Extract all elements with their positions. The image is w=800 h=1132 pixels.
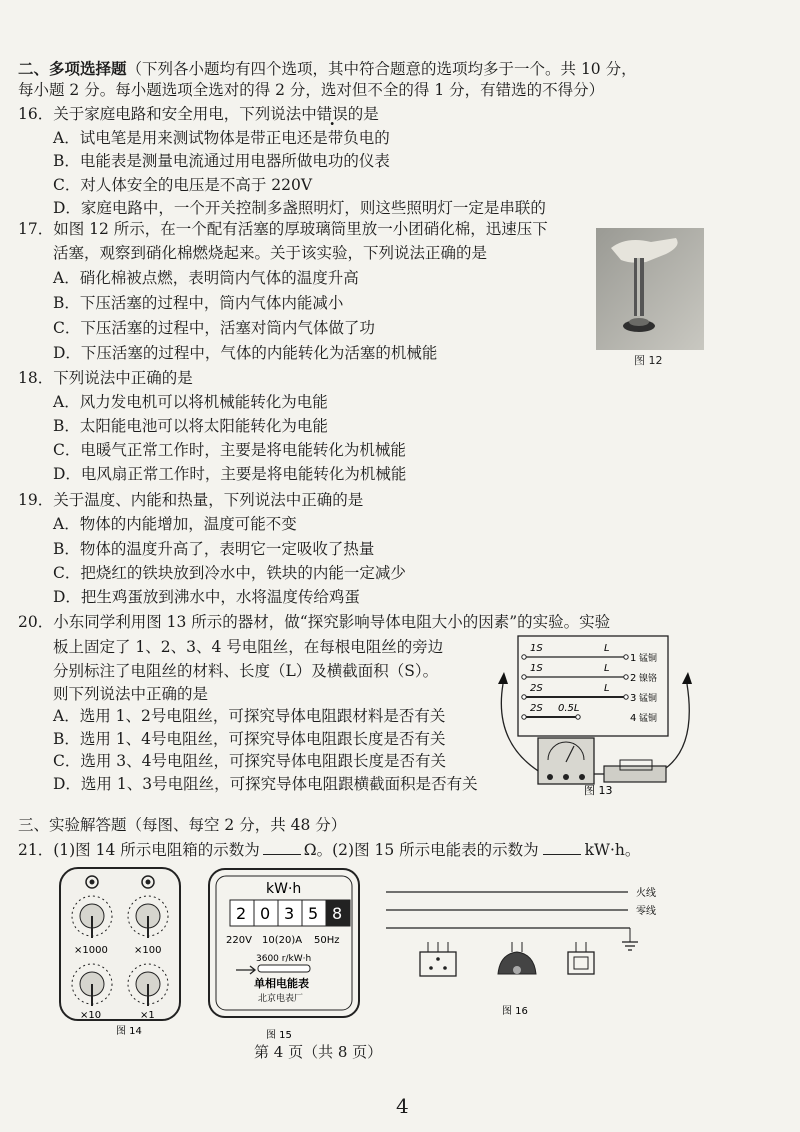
meter-spec-frequency: 50Hz bbox=[314, 935, 340, 946]
multiplier-x1: ×1 bbox=[140, 1010, 155, 1021]
multiplier-x100: ×100 bbox=[134, 945, 162, 956]
q18-option-c: C．电暖气正常工作时，主要是将电能转化为机械能 bbox=[53, 441, 406, 459]
q21-blank-1[interactable] bbox=[263, 854, 301, 855]
q21-unit1: Ω。(2)图 15 所示电能表的示数为 bbox=[303, 841, 539, 859]
q20-stem-1: 20．小东同学利用图 13 所示的器材，做“探究影响导体电阻大小的因素”的实验。实验 bbox=[18, 613, 611, 631]
page-footer: 第 4 页（共 8 页） bbox=[254, 1043, 383, 1061]
q20-stem-4: 则下列说法中正确的是 bbox=[53, 685, 209, 703]
q16-option-d: D．家庭电路中，一个开关控制多盏照明灯，则这些照明灯一定是串联的 bbox=[53, 199, 546, 217]
meter-spec-voltage: 220V bbox=[226, 935, 252, 946]
three-hole-socket-icon bbox=[420, 942, 456, 976]
figure-13-caption: 图 13 bbox=[584, 784, 613, 796]
wire-3-length: L bbox=[604, 683, 610, 694]
section2-instructions-a: （下列各小题均有四个选项，其中符合题意的选项均多于一个。共 10 分， bbox=[126, 60, 637, 78]
q21-unit2: kW·h。 bbox=[584, 841, 641, 859]
meter-name: 单相电能表 bbox=[254, 977, 309, 990]
meter-arrow-icon bbox=[236, 966, 255, 974]
q20-option-b: B．选用 1、4号电阻丝，可探究导体电阻跟长度是否有关 bbox=[53, 730, 446, 748]
figure-12-caption: 图 12 bbox=[634, 354, 663, 367]
wire-3-material: 锰铜 bbox=[639, 694, 658, 704]
meter-digit-2: 0 bbox=[260, 904, 271, 923]
figure-13 bbox=[488, 634, 700, 796]
section2-header bbox=[18, 59, 637, 79]
figure-15-energy-meter bbox=[206, 866, 366, 1044]
meter-digit-3: 3 bbox=[284, 904, 295, 923]
q17-option-d: D．下压活塞的过程中，气体的内能转化为活塞的机械能 bbox=[53, 344, 438, 362]
meter-spec-current: 10(20)A bbox=[262, 935, 303, 946]
q20-stem-2: 板上固定了 1、2、3、4 号电阻丝，在每根电阻丝的旁边 bbox=[53, 638, 444, 656]
q21-blank-2[interactable] bbox=[543, 854, 581, 855]
q16-option-a: A．试电笔是用来测试物体是带正电还是带负电的 bbox=[53, 129, 390, 147]
neutral-wire-label: 零线 bbox=[636, 906, 656, 917]
q16-option-b: B．电能表是测量电流通过用电器所做电功的仪表 bbox=[53, 152, 390, 170]
q17-stem-2: 活塞，观察到硝化棉燃烧起来。关于该实验，下列说法正确的是 bbox=[53, 244, 488, 262]
right-clip bbox=[682, 672, 692, 684]
q20-option-d: D．选用 1、3号电阻丝，可探究导体电阻跟横截面积是否有关 bbox=[53, 775, 478, 793]
wire-2-area: 1S bbox=[530, 663, 543, 674]
q18-stem: 18．下列说法中正确的是 bbox=[18, 369, 193, 387]
wire-1-area: 1S bbox=[530, 643, 543, 654]
q17-option-a: A．硝化棉被点燃，表明筒内气体的温度升高 bbox=[53, 269, 359, 287]
wire-4-number: 4 bbox=[630, 713, 637, 724]
battery-switch bbox=[604, 766, 666, 782]
q21-stem bbox=[18, 840, 640, 860]
section2-instructions-b: 每小题 2 分。每小题选项全选对的得 2 分，选对但不全的得 1 分，有错选的不得分） bbox=[18, 81, 605, 99]
wire-2-number: 2 bbox=[630, 673, 637, 684]
q18-option-d: D．电风扇正常工作时，主要是将电能转化为机械能 bbox=[53, 465, 407, 483]
q20-option-c: C．选用 3、4号电阻丝，可探究导体电阻跟长度是否有关 bbox=[53, 752, 447, 770]
live-wire-label: 火线 bbox=[636, 888, 656, 899]
meter-disc bbox=[258, 965, 310, 972]
figure-16-circuit bbox=[380, 880, 680, 1020]
figure-16-caption: 图 16 bbox=[502, 1006, 528, 1017]
wire-3-area: 2S bbox=[530, 683, 543, 694]
wire-4-area: 2S bbox=[530, 703, 543, 714]
q16-stem bbox=[18, 104, 379, 124]
q18-option-b: B．太阳能电池可以将太阳能转化为电能 bbox=[53, 417, 328, 435]
q17-stem-1: 17．如图 12 所示，在一个配有活塞的厚玻璃筒里放一小团硝化棉，迅速压下 bbox=[18, 220, 548, 238]
meter-unit: kW·h bbox=[266, 881, 302, 897]
meter-digit-1: 2 bbox=[236, 904, 247, 923]
multiplier-x10: ×10 bbox=[80, 1010, 102, 1021]
figure-15-caption: 图 15 bbox=[266, 1030, 292, 1041]
meter-rate: 3600 r/kW·h bbox=[256, 954, 312, 964]
wall-switch-icon bbox=[568, 942, 594, 974]
q16-stem-a: 16．关于家庭电路和安全用电，下列说法中 bbox=[18, 105, 317, 123]
q16-stem-emphasis: 错误 bbox=[316, 105, 348, 123]
figure-12-photo bbox=[596, 228, 704, 350]
wire-2-length: L bbox=[604, 663, 610, 674]
q21-part1: 21．(1)图 14 所示电阻箱的示数为 bbox=[18, 841, 260, 859]
q19-option-d: D．把生鸡蛋放到沸水中，水将温度传给鸡蛋 bbox=[53, 588, 360, 606]
q17-option-c: C．下压活塞的过程中，活塞对筒内气体做了功 bbox=[53, 319, 375, 337]
meter-digit-5: 8 bbox=[332, 904, 343, 923]
wire-1-number: 1 bbox=[630, 653, 637, 664]
section2-title: 二、多项选择题 bbox=[18, 59, 127, 78]
q19-stem: 19．关于温度、内能和热量，下列说法中正确的是 bbox=[18, 491, 364, 509]
multiplier-x1000: ×1000 bbox=[74, 945, 108, 956]
left-clip bbox=[498, 672, 508, 684]
wire-4-length: 0.5L bbox=[558, 703, 580, 714]
page-number: 4 bbox=[396, 1094, 409, 1118]
wire-4-material: 锰铜 bbox=[639, 714, 658, 724]
lamp-icon bbox=[498, 942, 536, 974]
q17-option-b: B．下压活塞的过程中，筒内气体内能减小 bbox=[53, 294, 344, 312]
q19-option-c: C．把烧红的铁块放到冷水中，铁块的内能一定减少 bbox=[53, 564, 406, 582]
wire-1-length: L bbox=[604, 643, 610, 654]
q19-option-b: B．物体的温度升高了，表明它一定吸收了热量 bbox=[53, 540, 375, 558]
q16-option-c: C．对人体安全的电压是不高于 220V bbox=[53, 176, 313, 194]
meter-maker: 北京电表厂 bbox=[258, 994, 304, 1004]
figure-14-resistance-box bbox=[56, 866, 186, 1038]
q20-stem-3: 分别标注了电阻丝的材料、长度（L）及横截面积（S）。 bbox=[53, 662, 439, 680]
wire-2-material: 镍铬 bbox=[639, 674, 658, 684]
wire-3-number: 3 bbox=[630, 693, 637, 704]
meter-digit-4: 5 bbox=[308, 904, 319, 923]
figure-14-caption: 图 14 bbox=[116, 1026, 142, 1037]
q20-option-a: A．选用 1、2号电阻丝，可探究导体电阻跟材料是否有关 bbox=[53, 707, 446, 725]
q18-option-a: A．风力发电机可以将机械能转化为电能 bbox=[53, 393, 328, 411]
section3-title: 三、实验解答题（每图、每空 2 分，共 48 分） bbox=[18, 816, 347, 834]
q19-option-a: A．物体的内能增加，温度可能不变 bbox=[53, 515, 297, 533]
q16-stem-b: 的是 bbox=[347, 105, 379, 123]
wire-1-material: 锰铜 bbox=[639, 654, 658, 664]
